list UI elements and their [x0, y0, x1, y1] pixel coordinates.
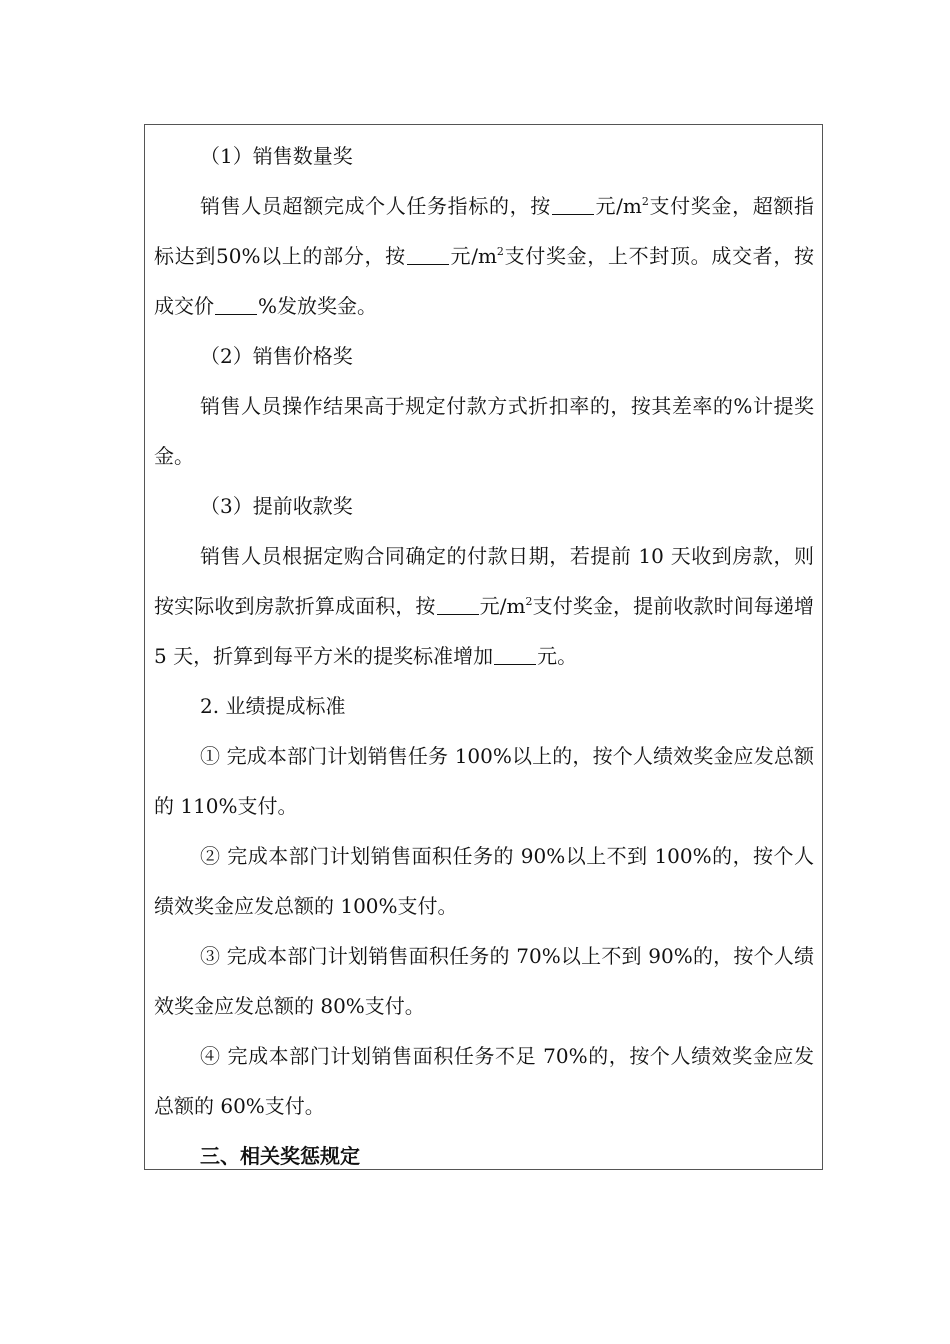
text-run: 支付奖金，上不封顶。成交者，按成交价 — [154, 244, 815, 318]
text-run: 元/m — [449, 244, 497, 268]
superscript: 2 — [525, 595, 533, 608]
performance-item-3: ③ 完成本部门计划销售面积任务的 70%以上不到 90%的，按个人绩效奖金应发总额的 80%支付。 — [154, 944, 814, 1018]
text-run: 元。 — [537, 644, 578, 668]
sales-price-paragraph: 销售人员操作结果高于规定付款方式折扣率的，按其差率的%计提奖金。 — [154, 394, 814, 468]
early-payment-title: （3）提前收款奖 — [200, 494, 353, 518]
text-run: 元/m — [594, 194, 642, 218]
text-run: 销售人员根据定购合同确定的付款日期，若提前 10 天收到房款，则按实际收到房款折算成面积，按 — [154, 544, 814, 618]
early-payment-paragraph — [154, 531, 814, 681]
document-content — [154, 131, 814, 1181]
performance-title: 2. 业绩提成标准 — [200, 694, 346, 718]
text-run: 支付奖金，超额指标达到50%以上的部分，按 — [154, 194, 814, 268]
text-run: 销售人员超额完成个人任务指标的，按 — [200, 194, 551, 218]
text-run: 元/m — [479, 594, 526, 618]
rules-heading: 三、相关奖惩规定 — [200, 1144, 360, 1168]
document-table-cell — [144, 124, 823, 1170]
performance-item-2: ② 完成本部门计划销售面积任务的 90%以上不到 100%的，按个人绩效奖金应发总额的 100%支付。 — [154, 844, 814, 918]
fill-blank — [407, 246, 449, 265]
superscript: 2 — [641, 195, 649, 208]
fill-blank — [215, 296, 257, 315]
performance-item-1: ① 完成本部门计划销售任务 100%以上的，按个人绩效奖金应发总额的 110%支付。 — [154, 744, 814, 818]
fill-blank — [552, 196, 594, 215]
sales-quantity-paragraph — [154, 181, 814, 331]
superscript: 2 — [496, 245, 504, 258]
performance-item-4: ④ 完成本部门计划销售面积任务不足 70%的，按个人绩效奖金应发总额的 60%支付。 — [154, 1044, 814, 1118]
text-run: 支付奖金，提前收款时间每递增 5 天，折算到每平方米的提奖标准增加 — [154, 594, 815, 668]
fill-blank — [494, 646, 536, 665]
fill-blank — [437, 596, 479, 615]
text-run: %发放奖金。 — [258, 294, 378, 318]
sales-quantity-title: （1）销售数量奖 — [200, 144, 353, 168]
sales-price-title: （2）销售价格奖 — [200, 344, 353, 368]
